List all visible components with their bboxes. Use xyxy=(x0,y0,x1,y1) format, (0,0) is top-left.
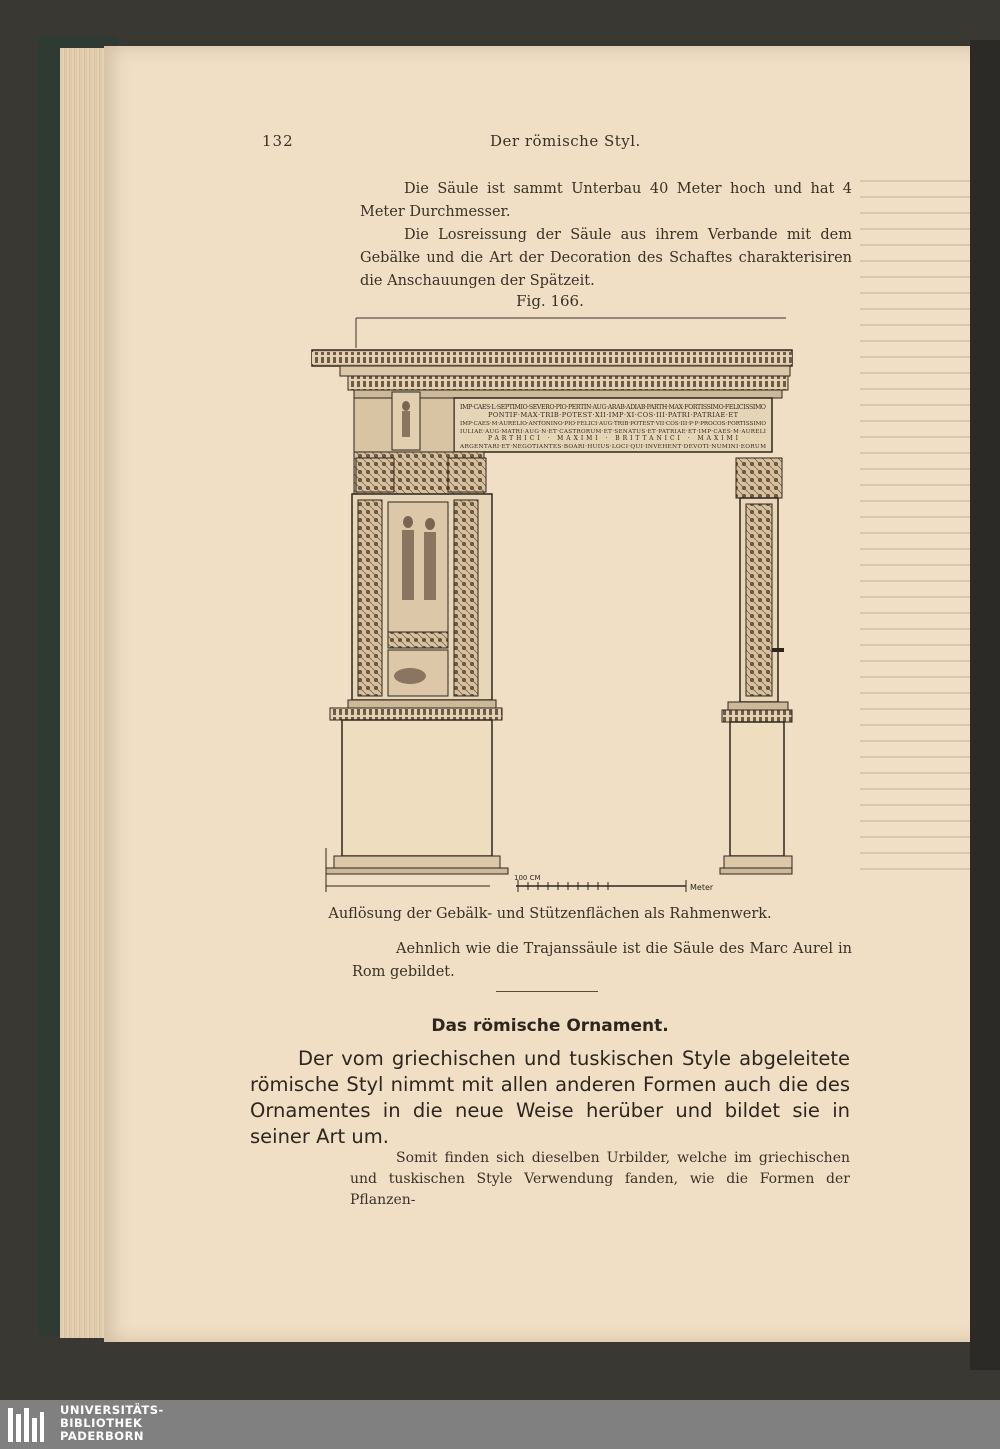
figure-arch-illustration xyxy=(308,308,794,900)
empress-body xyxy=(424,532,436,600)
cornice-band xyxy=(340,366,790,376)
small-paragraph: Somit finden sich dieselben Urbilder, welche im griechischen und tuskischen Style Verwendung fanden, wie die Formen der Pflanzen- xyxy=(350,1150,850,1208)
paragraph-marc-aurel-block xyxy=(352,938,852,984)
paragraph-late-period: Die Losreissung der Säule aus ihrem Verbande mit dem Gebälke und die Art der Decoration des Schaftes charakterisiren die Anschauungen der Spätzeit. xyxy=(360,227,852,289)
cornice-pattern xyxy=(312,352,792,364)
left-plinth-top xyxy=(348,700,496,708)
left-pedestal xyxy=(342,720,492,856)
running-head xyxy=(0,132,1000,156)
page-edges xyxy=(60,48,110,1338)
library-line-1: UNIVERSITÄTS- xyxy=(60,1403,164,1417)
library-line-2: BIBLIOTHEK xyxy=(60,1416,143,1430)
paragraph-marc-aurel: Aehnlich wie die Trajanssäule ist die Säule des Marc Aurel in Rom gebildet. xyxy=(352,941,852,980)
scale-label-right: Meter xyxy=(690,883,714,892)
inner-pilaster-relief xyxy=(454,500,478,696)
inscription-line-6: ARGENTARI·ET·NEGOTIANTES·BOARI·HUIUS·LOCI·QUI·INVEHENT·DEVOTI·NUMINI·EORUM xyxy=(460,444,766,450)
section-divider xyxy=(496,991,598,992)
inscription-line-4: IULIAE·AUG·MATRI·AUG·N·ET·CASTRORUM·ET·SENATUS·ET·PATRIAE·ET·IMP·CAES·M·AURELI xyxy=(460,429,766,435)
show-through-text xyxy=(860,170,970,870)
right-base-moulding xyxy=(722,710,792,722)
lead-paragraph: Der vom griechischen und tuskischen Style abgeleitete römische Styl nimmt mit allen anderen Formen auch die des Ornamentes in die neue Weise herüber und bildet sie in seiner Art um. xyxy=(250,1047,850,1148)
relief-figure-head xyxy=(402,401,410,411)
left-pilaster-relief xyxy=(358,500,382,696)
top-text xyxy=(360,178,852,293)
right-plinth-top xyxy=(728,702,788,710)
scale-label-left: 100 CM xyxy=(514,874,541,882)
left-capital xyxy=(356,458,394,492)
emperor-head xyxy=(403,516,413,528)
emperor-body xyxy=(402,530,414,600)
right-capital xyxy=(736,458,782,498)
inscription-line-3: IMP·CAES·M·AURELIO·ANTONINO·PIO·FELICI·AUG·TRIB·POTEST·VII·COS·III·P·P·PROCOS·FORTISSIMO xyxy=(460,421,766,427)
inscription-line-2: PONTIF·MAX·TRIB·POTEST·XII·IMP·XI·COS·III·PATRI·PATRIAE·ET xyxy=(488,411,738,419)
facing-page-edge xyxy=(970,40,1000,1370)
inner-capital xyxy=(448,458,486,492)
left-base-moulding xyxy=(330,708,502,720)
right-pedestal-base xyxy=(724,856,792,868)
lead-paragraph-block xyxy=(250,1046,850,1150)
left-foot xyxy=(326,868,508,874)
library-line-3: PADERBORN xyxy=(60,1429,145,1443)
empress-head xyxy=(425,518,435,530)
ox-figure xyxy=(394,668,426,684)
pier-figure-panel xyxy=(388,502,448,632)
sacrificial-implements-frieze xyxy=(388,632,448,648)
right-pedestal xyxy=(730,722,784,856)
inscription-line-5: PARTHICI · MAXIMI · BRITTANICI · MAXIMI xyxy=(488,435,738,442)
library-name xyxy=(60,1404,164,1443)
dentil-band xyxy=(348,376,788,390)
page-number: 132 xyxy=(262,132,294,150)
small-paragraph-block xyxy=(350,1148,850,1211)
section-heading: Das römische Ornament. xyxy=(431,1016,669,1036)
library-logo-icon xyxy=(6,1404,46,1446)
relief-figure-body xyxy=(402,411,410,437)
left-pedestal-base xyxy=(334,856,500,868)
right-pilaster-relief xyxy=(746,504,772,696)
paragraph-column-height: Die Säule ist sammt Unterbau 40 Meter hoch und hat 4 Meter Durchmesser. xyxy=(360,181,852,220)
running-title: Der römische Styl. xyxy=(490,132,641,150)
figure-caption: Auflösung der Gebälk- und Stützenflächen als Rahmenwerk. xyxy=(328,906,772,922)
right-foot xyxy=(720,868,792,874)
figure-label: Fig. 166. xyxy=(516,292,584,310)
iron-cramp xyxy=(772,648,784,652)
inscription-line-1: IMP·CAES·L·SEPTIMIO·SEVERO·PIO·PERTIN·AUG·ARAB·ADIAB·PARTH·MAX·FORTISSIMO·FELICISSIMO xyxy=(460,404,766,411)
